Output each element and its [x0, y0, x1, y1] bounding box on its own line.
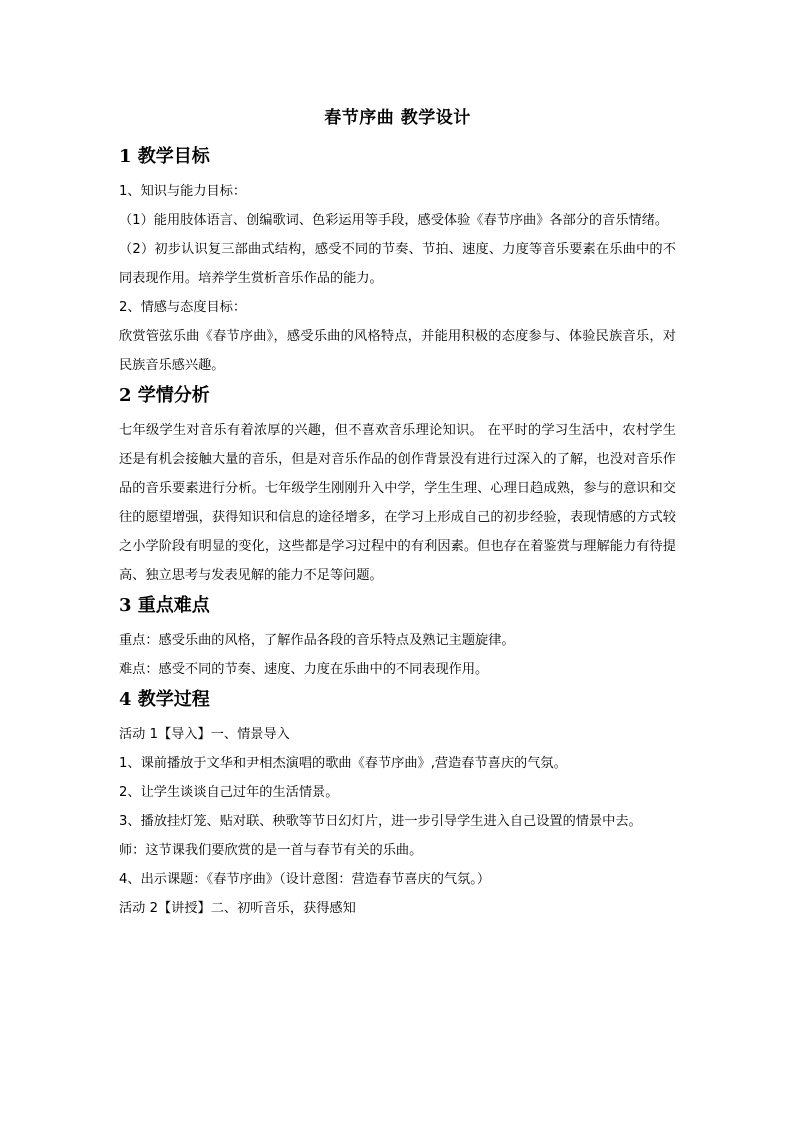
paragraph: 活动 1【导入】一、情景导入 [119, 727, 290, 742]
paragraph: 难点：感受不同的节奏、速度、力度在乐曲中的不同表现作用。 [119, 662, 489, 677]
paragraph: 重点：感受乐曲的风格，了解作品各段的音乐特点及熟记主题旋律。 [119, 633, 515, 648]
document-title: 春节序曲 教学设计 [324, 108, 471, 128]
paragraph: 欣赏管弦乐曲《春节序曲》，感受乐曲的风格特点，并能用积极的态度参与、体验民族音乐，对民族音乐感兴趣。 [119, 329, 676, 373]
paragraph: 1、课前播放于文华和尹相杰演唱的歌曲《春节序曲》,营造春节喜庆的气氛。 [119, 756, 567, 771]
paragraph: 七年级学生对音乐有着浓厚的兴趣，但不喜欢音乐理论知识。 在平时的学习生活中，农村学生还是有机会接触大量的音乐，但是对音乐作品的创作背景没有进行过深入的了解，也没对音乐作品的音乐要素进行分析。七年级学生刚刚升入中学，学生生理、心理日趋成熟，参与的意识和交往的愿望增强，获得知识和信息的途径增多，在学习上形成自己的初步经验，表现情感的方式较之小学阶段有明显的变化，这些都是学习过程中的有利因素。但也存在着鉴赏与理解能力有待提高、独立思考与发表见解的能力不足等问题。 [119, 423, 676, 583]
section-heading: 3 重点难点 [119, 595, 210, 616]
section-heading: 4 教学过程 [119, 689, 210, 710]
paragraph: 活动 2【讲授】二、初听音乐，获得感知 [119, 901, 356, 916]
section-teaching-goals [119, 145, 676, 380]
paragraph: 2、情感与态度目标： [119, 300, 247, 315]
paragraph: 1、知识与能力目标： [119, 184, 247, 199]
section-heading: 1 教学目标 [119, 146, 210, 167]
section-heading: 2 学情分析 [119, 385, 210, 406]
section-key-points [119, 594, 676, 684]
paragraph: 4、出示课题：《春节序曲》（设计意图：营造春节喜庆的气氛。） [119, 872, 491, 887]
paragraph: 3、播放挂灯笼、贴对联、秧歌等节日幻灯片，进一步引导学生进入自己设置的情景中去。 [119, 814, 642, 829]
section-learner-analysis [119, 384, 676, 590]
paragraph: （2）初步认识复三部曲式结构，感受不同的节奏、节拍、速度、力度等音乐要素在乐曲中的不同表现作用。培养学生赏析音乐作品的能力。 [119, 242, 676, 286]
paragraph: （1）能用肢体语言、创编歌词、色彩运用等手段，感受体验《春节序曲》各部分的音乐情绪。 [119, 213, 669, 228]
paragraph: 师：这节课我们要欣赏的是一首与春节有关的乐曲。 [119, 843, 423, 858]
section-teaching-process [119, 688, 676, 923]
paragraph: 2、让学生谈谈自己过年的生活情景。 [119, 785, 339, 800]
